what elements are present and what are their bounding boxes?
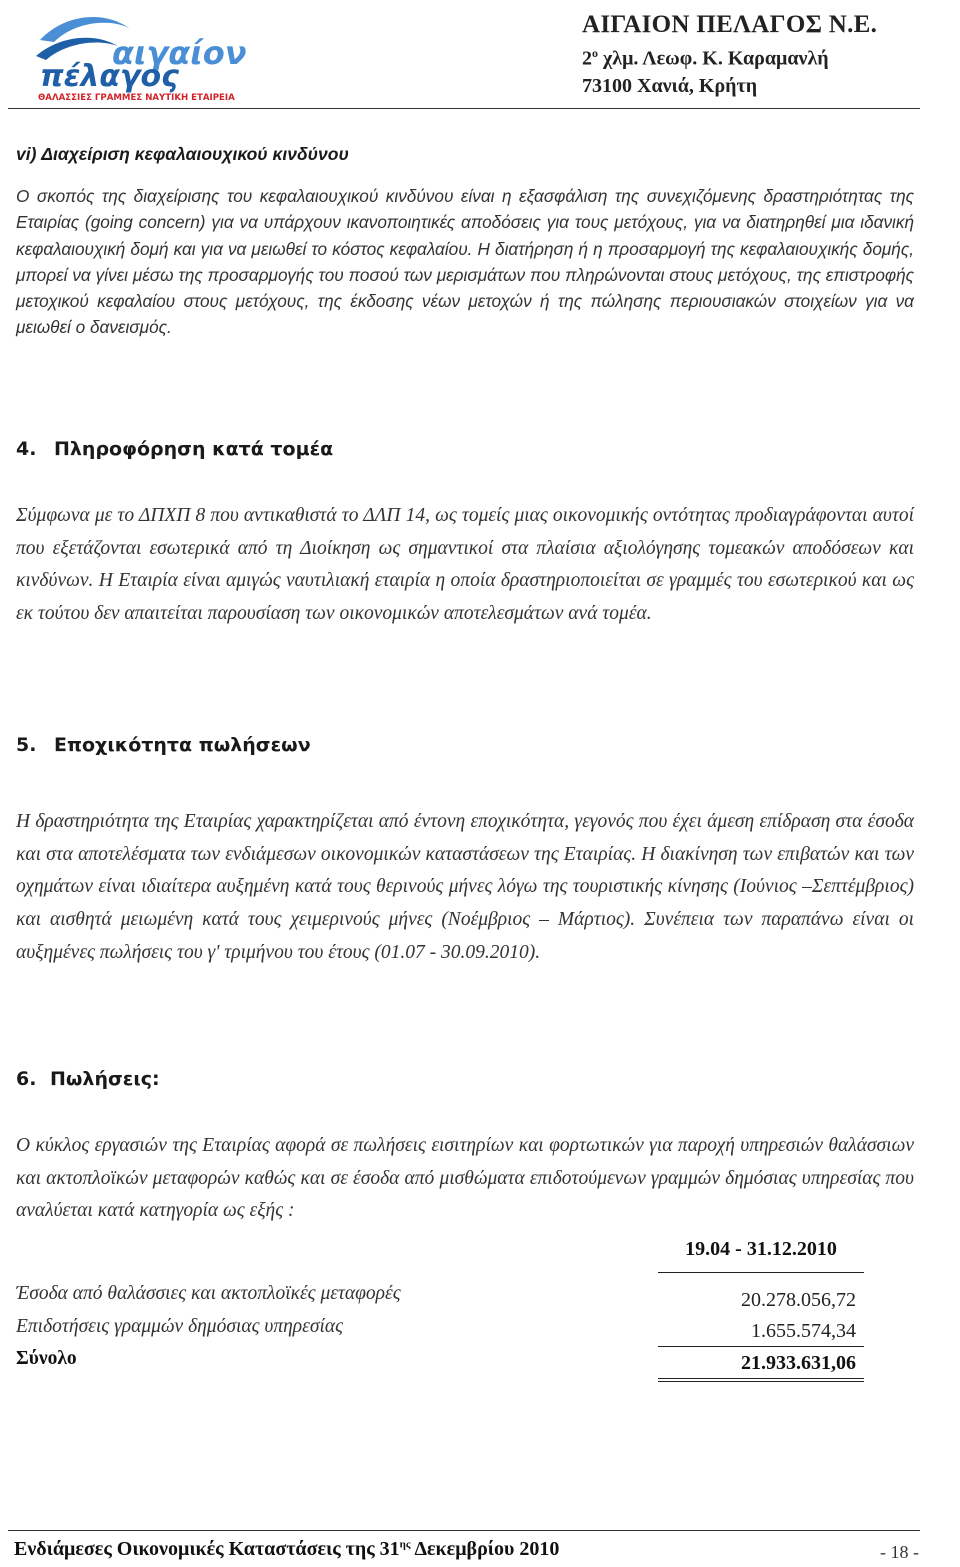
- table-row-label: Επιδοτήσεις γραμμών δημόσιας υπηρεσίας: [16, 1316, 344, 1337]
- table-total-rule: [658, 1378, 864, 1379]
- footer-title: [14, 1538, 559, 1561]
- footer-title-end: Δεκεμβρίου 2010: [410, 1538, 560, 1560]
- table-subtotal-rule: [658, 1346, 864, 1347]
- header-divider: [8, 108, 920, 109]
- section-5-heading: [16, 734, 311, 756]
- table-period-header: 19.04 - 31.12.2010: [685, 1238, 837, 1260]
- footer-title-main: Ενδιάμεσες Οικονομικές Καταστάσεις της 31: [14, 1538, 400, 1560]
- company-info: [582, 10, 922, 100]
- section-6-body: Ο κύκλος εργασιών της Εταιρίας αφορά σε πωλήσεις εισιτηρίων και φορτωτικών για παροχή υπηρεσιών θαλάσσιων και ακτοπλοϊκών μεταφορών καθώς και σε έσοδα από μισθώματα επιδοτούμενων γραμμών δημόσιας υπηρεσίας που αναλύεται κατά κατηγορία ως εξής :: [16, 1135, 914, 1222]
- section-vi-title: vi) Διαχείριση κεφαλαιουχικού κινδύνου: [16, 144, 349, 164]
- footer-divider: [8, 1530, 920, 1531]
- logo-graphic: [34, 8, 264, 104]
- table-row-value: 20.278.056,72: [741, 1289, 856, 1311]
- section-6-number: 6.: [16, 1068, 37, 1090]
- address-ordinal: ο: [592, 46, 598, 60]
- table-row-label: Έσοδα από θαλάσσιες και ακτοπλοϊκές μεταφορές: [16, 1283, 401, 1304]
- section-vi-body: Ο σκοπός της διαχείρισης του κεφαλαιουχικού κινδύνου είναι η εξασφάλιση της συνεχιζόμενης δραστηριότητας της Εταιρίας (going concern) για να υπάρχουν ικανοποιητικές αποδόσεις για τους μετόχους, για να διατηρηθεί μια ιδανική κεφαλαιουχική δομή και για να μειωθεί το κόστος κεφαλαίου. Η διατήρηση ή η προσαρμογή της κεφαλαιουχικής δομής, μπορεί να γίνει μέσω της προσαρμογής του ποσού των μερισμάτων που πληρώνονται στους μετόχους, της επιστροφής μετοχικού κεφαλαίου στους μετόχους, της έκδοσης νέων μετοχών ή της πώλησης περιουσιακών στοιχείων για να μειωθεί ο δανεισμός.: [16, 186, 914, 338]
- section-4-title: Πληροφόρηση κατά τομέα: [54, 438, 334, 460]
- logo-text-1: αιγαίον: [112, 34, 247, 72]
- table-row-value: 1.655.574,34: [751, 1320, 856, 1342]
- section-4-number: 4.: [16, 438, 37, 460]
- section-4-body: Σύμφωνα με το ΔΠΧΠ 8 που αντικαθιστά το ΔΛΠ 14, ως τομείς μιας οικονομικής οντότητας προδιαγράφονται αυτοί που εξετάζονται εσωτερικά από τη Διοίκηση ως σημαντικοί στα πλαίσια αξιολόγησης τομεακών αποδόσεων και κινδύνων. Η Εταιρία είναι αμιγώς ναυτιλιακή εταιρία η οποία δραστηριοποιείται σε γραμμές του εσωτερικού και ως εκ τούτου δεν απαιτείται παρουσίαση των οικονομικών αποτελεσμάτων ανά τομέα.: [16, 505, 914, 625]
- footer-title-ordinal: ης: [399, 1538, 411, 1551]
- company-name: ΑΙΓΑΙΟΝ ΠΕΛΑΓΟΣ Ν.Ε.: [582, 11, 878, 38]
- section-4-heading: [16, 438, 333, 460]
- logo-text-2: πέλαγος: [40, 59, 179, 94]
- address-number: 2: [582, 47, 592, 70]
- company-logo: [34, 8, 264, 104]
- company-city: 73100 Χανιά, Κρήτη: [582, 74, 758, 97]
- section-6-heading: [16, 1068, 160, 1090]
- table-header-rule: [658, 1272, 864, 1273]
- table-total-value: 21.933.631,06: [741, 1352, 856, 1374]
- section-5-number: 5.: [16, 734, 37, 756]
- section-6-title: Πωλήσεις:: [50, 1068, 160, 1090]
- table-total-label: Σύνολο: [16, 1348, 77, 1369]
- address-street: χλμ. Λεωφ. Κ. Καραμανλή: [598, 47, 829, 70]
- section-5-body: Η δραστηριότητα της Εταιρίας χαρακτηρίζεται από έντονη εποχικότητα, γεγονός που έχει άμεση επίδραση στα έσοδα και στα αποτελέσματα των ενδιάμεσων οικονομικών καταστάσεων της Εταιρίας. Η διακίνηση των επιβατών και των οχημάτων είναι ιδιαίτερα αυξημένη κατά τους θερινούς μήνες λόγω της τουριστικής κίνησης (Ιούνιος –Σεπτέμβριος) και αισθητά μειωμένη κατά τους χειμερινούς μήνες (Νοέμβριος – Μάρτιος). Συνέπεια των παραπάνω είναι οι αυξημένες πωλήσεις του γ' τριμήνου του έτους (01.07 - 30.09.2010).: [16, 811, 914, 963]
- page-number: - 18 -: [880, 1542, 919, 1562]
- table-total-double-rule: [658, 1381, 864, 1382]
- company-address: [582, 40, 922, 73]
- logo-tagline: ΘΑΛΑΣΣΙΕΣ ΓΡΑΜΜΕΣ ΝΑΥΤΙΚΗ ΕΤΑΙΡΕΙΑ: [38, 93, 235, 103]
- section-5-title: Εποχικότητα πωλήσεων: [54, 734, 311, 756]
